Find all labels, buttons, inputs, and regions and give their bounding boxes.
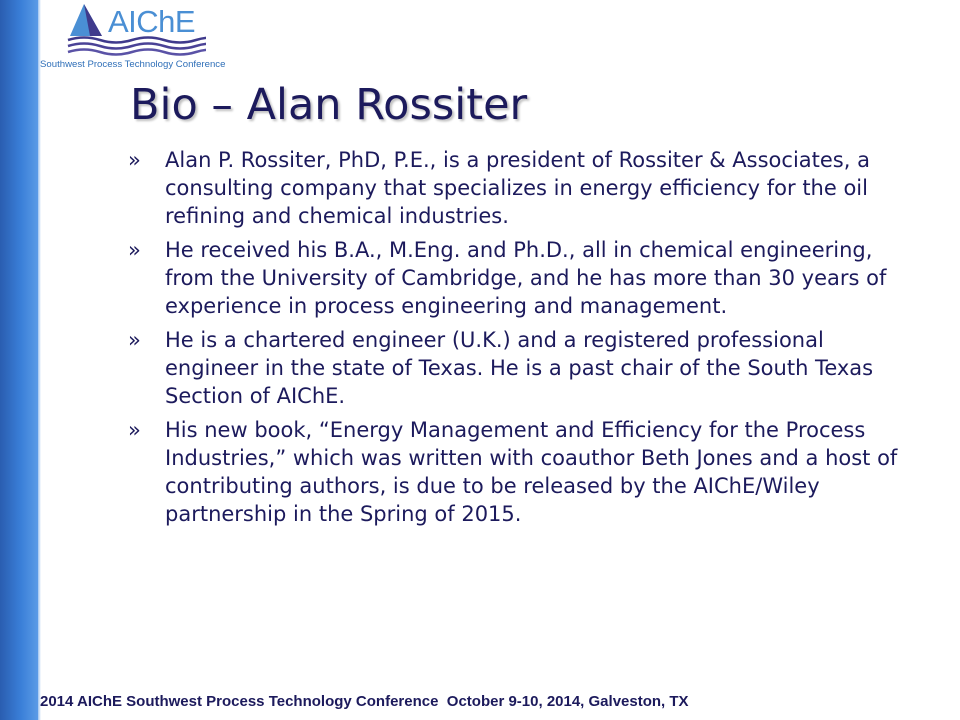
bullet-marker-icon: » xyxy=(128,418,141,442)
bullet-item xyxy=(128,236,908,320)
footer-conference: 2014 AIChE Southwest Process Technology Conference xyxy=(40,693,439,710)
bullet-marker-icon: » xyxy=(128,238,141,262)
bullet-text: He received his B.A., M.Eng. and Ph.D., all in chemical engineering, from the University of Cambridge, and he has more than 30 years of experience in process engineering and management. xyxy=(165,238,887,318)
left-accent-bar-edge xyxy=(38,0,41,720)
slide-footer xyxy=(40,693,689,710)
bullet-item xyxy=(128,146,908,230)
bullet-marker-icon: » xyxy=(128,148,141,172)
bullet-text: He is a chartered engineer (U.K.) and a registered professional engineer in the state of Texas. He is a past chair of the South Texas Section of AIChE. xyxy=(165,328,874,408)
bullet-marker-icon: » xyxy=(128,328,141,352)
bullet-item xyxy=(128,326,908,410)
bullet-text: Alan P. Rossiter, PhD, P.E., is a president of Rossiter & Associates, a consulting company that specializes in energy efficiency for the oil refining and chemical industries. xyxy=(165,148,870,228)
footer-dates-location: October 9-10, 2014, Galveston, TX xyxy=(446,693,689,710)
slide-title: Bio – Alan Rossiter xyxy=(130,80,528,130)
bullet-text: His new book, “Energy Management and Efficiency for the Process Industries,” which was written with coauthor Beth Jones and a host of contributing authors, is due to be released by the AIChE/Wiley partnership in the Spring of 2015. xyxy=(165,418,898,526)
aiche-logo xyxy=(40,2,240,72)
left-accent-bar xyxy=(0,0,38,720)
logo-wordmark: AIChE xyxy=(108,4,196,39)
logo-subtitle: Southwest Process Technology Conference xyxy=(40,59,226,70)
bullet-item xyxy=(128,416,908,528)
bullet-list xyxy=(128,146,908,534)
